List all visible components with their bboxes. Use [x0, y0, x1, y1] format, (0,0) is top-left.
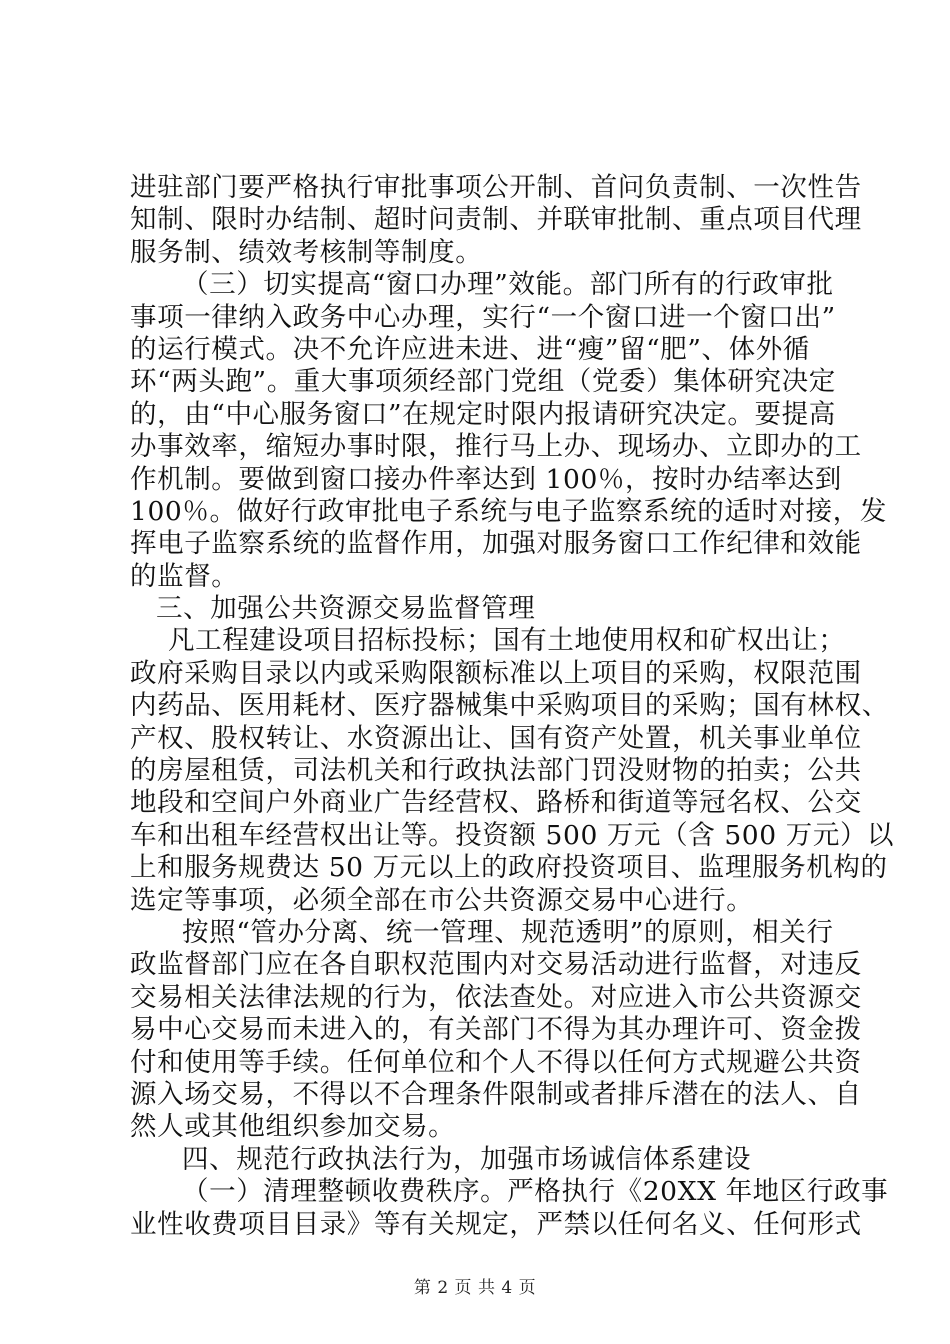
text-line: 的房屋租赁，司法机关和行政执法部门罚没财物的拍卖；公共: [130, 755, 862, 787]
text-line: 服务制、绩效考核制等制度。: [130, 236, 483, 268]
text-line: 易中心交易而未进入的，有关部门不得为其办理许可、资金拨: [130, 1014, 862, 1046]
text-line: 事项一律纳入政务中心办理，实行“一个窗口进一个窗口出”: [130, 301, 836, 333]
text-line: 产权、股权转让、水资源出让、国有资产处置，机关事业单位: [130, 722, 862, 754]
text-line: 上和服务规费达 50 万元以上的政府投资项目、监理服务机构的: [130, 852, 888, 884]
text-line: （三）切实提高“窗口办理”效能。部门所有的行政审批: [182, 269, 834, 301]
text-line: 政府采购目录以内或采购限额标准以上项目的采购，权限范围: [130, 657, 862, 689]
text-line: 100％。做好行政审批电子系统与电子监察系统的适时对接，发: [130, 495, 887, 527]
text-line: （一）清理整顿收费秩序。严格执行《20XX 年地区行政事: [182, 1176, 889, 1208]
text-line: 内药品、医用耗材、医疗器械集中采购项目的采购；国有林权、: [130, 690, 889, 722]
text-line: 付和使用等手续。任何单位和个人不得以任何方式规避公共资: [130, 1046, 862, 1078]
text-line: 进驻部门要严格执行审批事项公开制、首问负责制、一次性告: [130, 172, 862, 203]
document-body: [130, 172, 895, 1241]
page-footer: 第 2 页 共 4 页: [413, 1278, 537, 1298]
text-line: 的监督。: [130, 560, 239, 592]
text-line: 的，由“中心服务窗口”在规定时限内报请研究决定。要提高: [130, 398, 836, 430]
text-line: 挥电子监察系统的监督作用，加强对服务窗口工作纪律和效能: [130, 528, 862, 560]
text-line: 源入场交易，不得以不合理条件限制或者排斥潜在的法人、自: [130, 1078, 862, 1110]
text-line: 交易相关法律法规的行为，依法查处。对应进入市公共资源交: [130, 981, 862, 1013]
text-line: 凡工程建设项目招标投标；国有土地使用权和矿权出让；: [168, 625, 846, 657]
text-line: 然人或其他组织参加交易。: [130, 1111, 456, 1143]
text-line: 地段和空间户外商业广告经营权、路桥和街道等冠名权、公交: [130, 787, 862, 819]
text-line: 环“两头跑”。重大事项须经部门党组（党委）集体研究决定: [130, 366, 836, 398]
text-line: 办事效率，缩短办事时限，推行马上办、现场办、立即办的工: [130, 431, 862, 463]
text-line: 选定等事项，必须全部在市公共资源交易中心进行。: [130, 884, 754, 916]
text-line: 车和出租车经营权出让等。投资额 500 万元（含 500 万元）以: [130, 819, 895, 851]
text-line: 政监督部门应在各自职权范围内对交易活动进行监督，对违反: [130, 949, 862, 981]
text-line: 按照“管办分离、统一管理、规范透明”的原则，相关行: [182, 916, 834, 948]
text-line: 作机制。要做到窗口接办件率达到 100％，按时办结率达到: [130, 463, 842, 495]
text-line: 四、规范行政执法行为，加强市场诚信体系建设: [182, 1143, 752, 1175]
text-line: 的运行模式。决不允许应进未进、进“瘦”留“肥”、体外循: [130, 333, 810, 365]
text-line: 知制、限时办结制、超时问责制、并联审批制、重点项目代理: [130, 204, 862, 236]
text-line: 业性收费项目目录》等有关规定，严禁以任何名义、任何形式: [130, 1208, 862, 1240]
text-line: 三、加强公共资源交易监督管理: [156, 593, 536, 625]
